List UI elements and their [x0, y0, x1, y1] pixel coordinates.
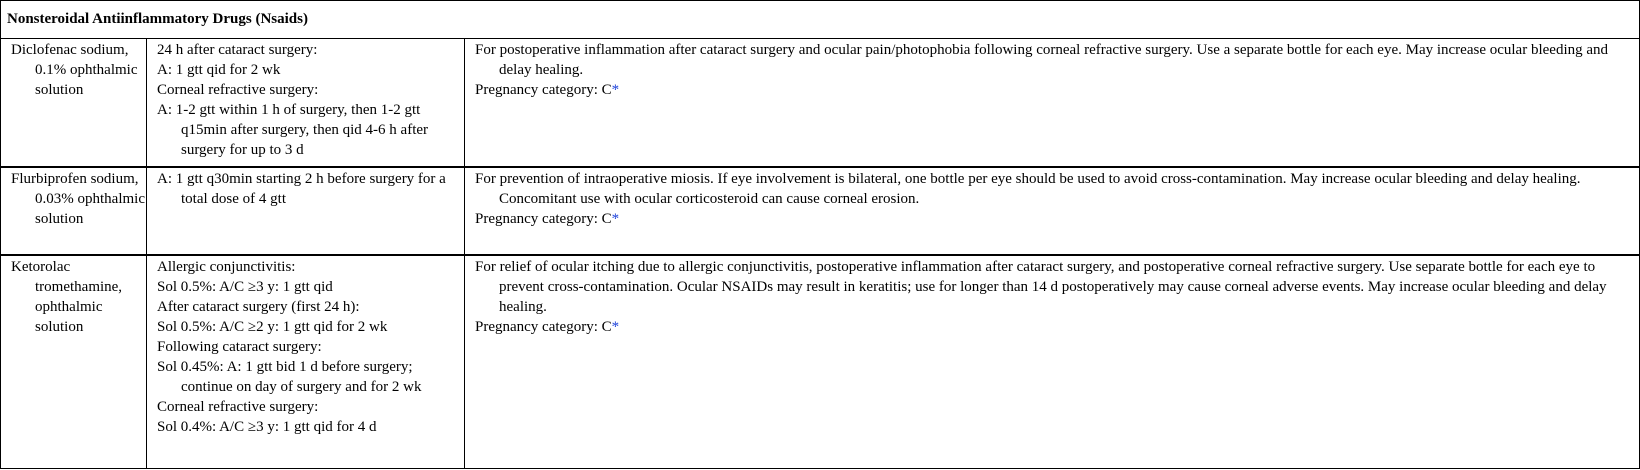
section-header-row [1, 1, 1640, 39]
notes-text: For postoperative inflammation after cataract surgery and ocular pain/photophobia following corneal refractive surgery. Use a separate bottle for each eye. May increase ocular bleeding and delay healing. [475, 42, 1609, 78]
pregnancy-footnote-mark[interactable]: * [611, 210, 620, 227]
drug-name-cell [1, 255, 147, 469]
notes-text: For relief of ocular itching due to allergic conjunctivitis, postoperative inflammation after cataract surgery, and postoperative corneal refractive surgery. Use separate bottle for each eye to prevent cross-contamination. Ocular NSAIDs may result in keratitis; use for longer than 14 d postoperatively may cause corneal adverse events. May increase ocular bleeding and delay healing. [475, 258, 1607, 315]
dosing-line: Sol 0.5%: A/C ≥3 y: 1 gtt qid [157, 278, 333, 295]
dosing-line: After cataract surgery (first 24 h): [157, 298, 360, 315]
section-title: Nonsteroidal Antiinflammatory Drugs (Nsaids) [1, 1, 1640, 39]
notes-cell [465, 39, 1640, 167]
pregnancy-category [475, 317, 1633, 337]
notes-text: For prevention of intraoperative miosis. If eye involvement is bilateral, one bottle per eye should be used to avoid cross-contamination. May increase ocular bleeding and delay healing. Concomitant use with ocular corticosteroid can cause corneal erosion. [475, 170, 1581, 207]
dosing-line: Sol 0.5%: A/C ≥2 y: 1 gtt qid for 2 wk [157, 318, 388, 335]
dosing-line: Sol 0.45%: A: 1 gtt bid 1 d before surgery; continue on day of surgery and for 2 wk [157, 358, 422, 395]
drug-name: Flurbiprofen sodium, 0.03% ophthalmic solution [11, 170, 145, 227]
dosing-line: Corneal refractive surgery: [157, 82, 319, 98]
dosing-cell [147, 255, 465, 469]
drug-name-cell [1, 167, 147, 255]
pregnancy-label: Pregnancy category: C [475, 82, 612, 98]
pregnancy-label: Pregnancy category: C [475, 210, 612, 227]
dosing-line: 24 h after cataract surgery: [157, 42, 318, 58]
dosing-line: Allergic conjunctivitis: [157, 258, 296, 275]
dosing-line: Corneal refractive surgery: [157, 398, 319, 415]
pregnancy-footnote-mark[interactable]: * [611, 318, 620, 335]
dosing-line: Following cataract surgery: [157, 338, 322, 355]
pregnancy-footnote-mark[interactable]: * [611, 82, 620, 98]
drug-name-cell [1, 39, 147, 167]
pregnancy-label: Pregnancy category: C [475, 318, 612, 335]
drug-name: Diclofenac sodium, 0.1% ophthalmic solution [11, 42, 138, 98]
table-row [1, 39, 1640, 167]
table-row [1, 255, 1640, 469]
drug-name: Ketorolac tromethamine, ophthalmic solution [11, 258, 123, 335]
dosing-cell [147, 167, 465, 255]
notes-cell [465, 255, 1640, 469]
pregnancy-category [475, 209, 1633, 229]
dosing-line: Sol 0.4%: A/C ≥3 y: 1 gtt qid for 4 d [157, 418, 377, 435]
dosing-line: A: 1 gtt q30min starting 2 h before surgery for a total dose of 4 gtt [157, 170, 446, 207]
pregnancy-category [475, 80, 1633, 100]
table-row [1, 167, 1640, 255]
dosing-cell [147, 39, 465, 167]
dosing-line: A: 1 gtt qid for 2 wk [157, 62, 281, 78]
notes-cell [465, 167, 1640, 255]
dosing-line: A: 1-2 gtt within 1 h of surgery, then 1-2 gtt q15min after surgery, then qid 4-6 h after surgery for up to 3 d [157, 102, 429, 158]
